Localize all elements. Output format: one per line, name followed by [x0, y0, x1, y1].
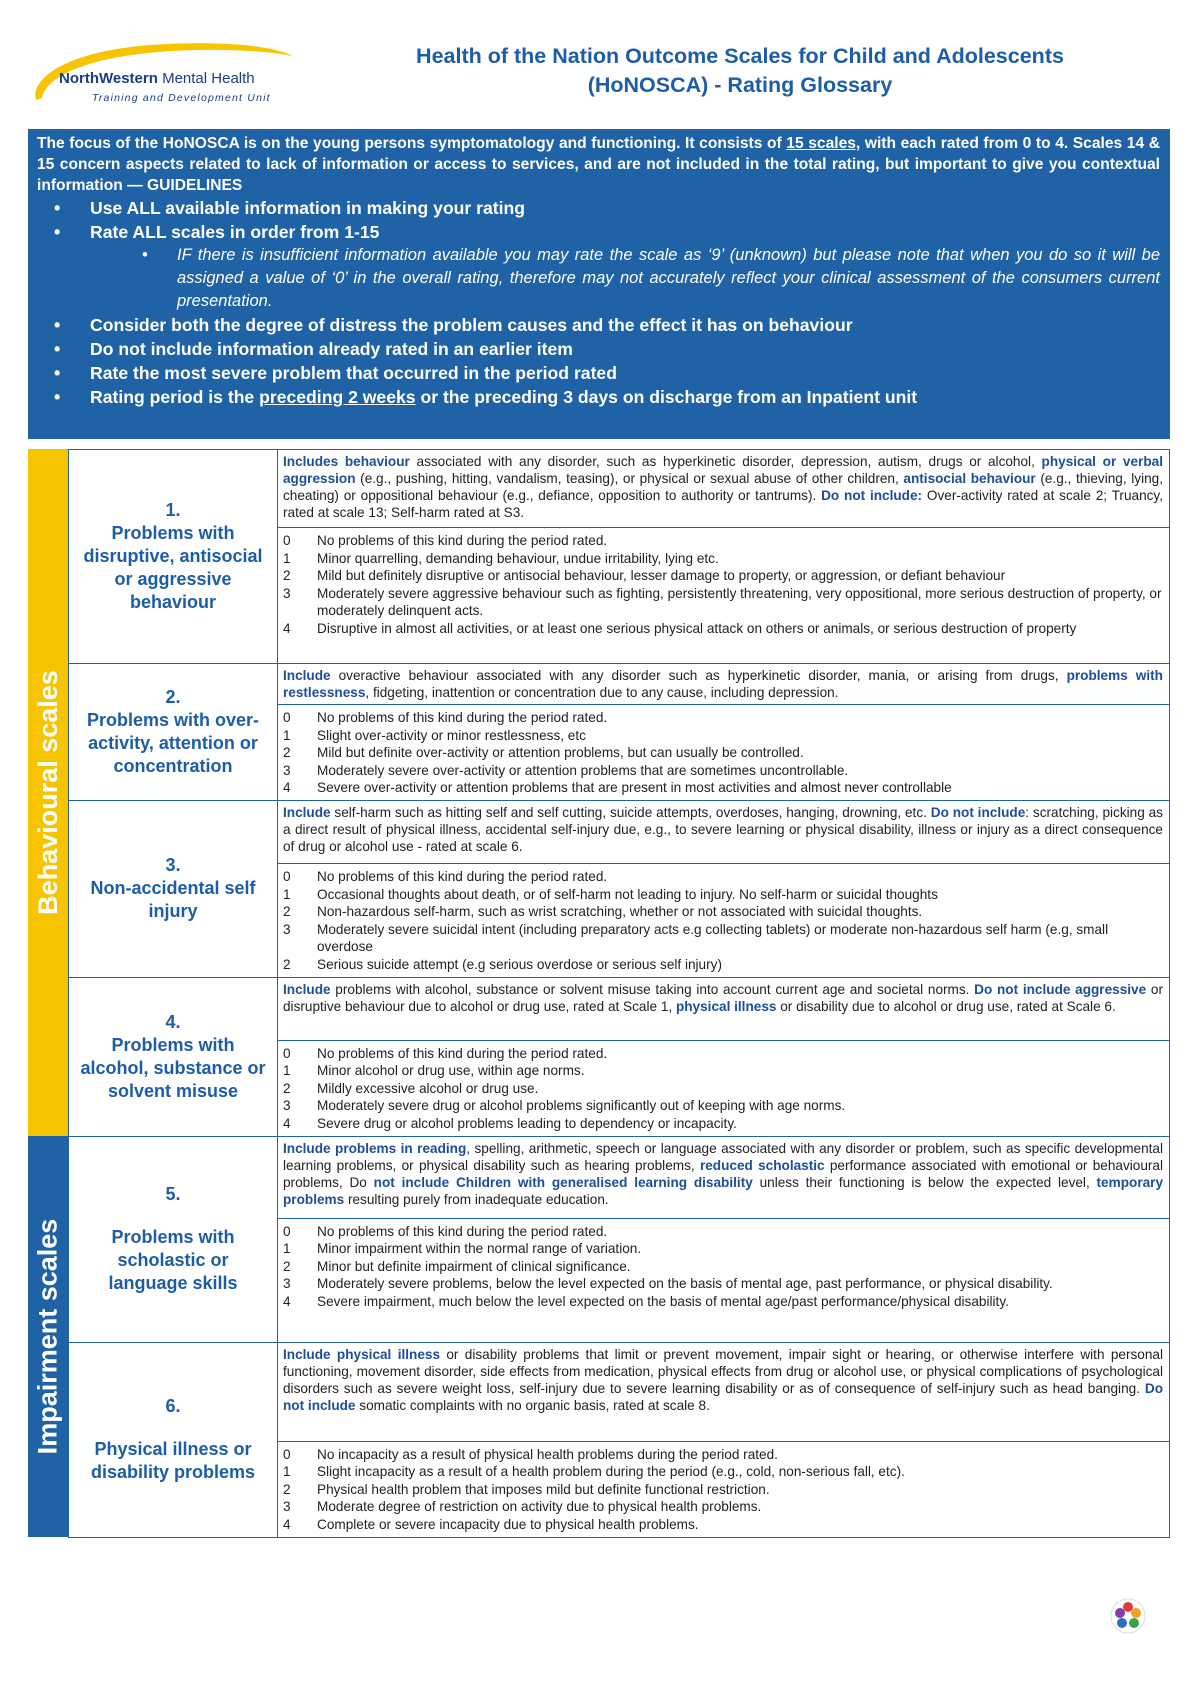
scale-include-text: Includes behaviour associated with any disorder, such as hyperkinetic disorder, depression, autism, drugs or alcohol, physical or verbal aggression (e.g., pushing, hitting, vandalism, teasing), or physical or sexual abuse of other children, antisocial behaviour (e.g., thieving, lying, cheating) or oppositional behaviour (e.g., defiance, opposition to authority or tantrums). Do not include: Over-activity rated at scale 2; Truancy, rated at scale 13; Self-harm rated at S3.: [278, 450, 1170, 528]
rating-item: [283, 762, 1163, 780]
scale-number: 1.: [165, 500, 181, 520]
intro-paragraph: The focus of the HoNOSCA is on the young persons symptomatology and functioning. It consists of 15 scales, with each rated from 0 to 4. Scales 14 & 15 concern aspects related to lack of information or access to services, and are not included in the total rating, but important to give you contextual information — GUIDELINES: [37, 135, 1160, 194]
rating-item: [283, 1463, 1163, 1481]
scale-number: 5.: [165, 1184, 181, 1204]
scale-number: 3.: [165, 855, 181, 876]
rating-text: Mild but definitely disruptive or antisocial behaviour, lesser damage to property, or aggression, or defiant behaviour: [317, 568, 1006, 584]
rating-text: Severe drug or alcohol problems leading to dependency or incapacity.: [317, 1115, 737, 1131]
guideline-bullet: • Rate ALL scales in order from 1-15: [37, 220, 1160, 244]
rating-number: 3: [283, 1098, 291, 1114]
rating-text: No problems of this kind during the period rated.: [317, 710, 608, 725]
rating-number: 2: [283, 956, 291, 972]
rating-item: [283, 585, 1163, 620]
rating-item: [283, 1516, 1163, 1534]
rating-item: [283, 886, 1163, 904]
scale-ratings: [278, 1218, 1170, 1342]
title-line-2: (HoNOSCA) - Rating Glossary: [587, 73, 893, 97]
rating-number: 4: [283, 780, 291, 796]
scale-ratings: [278, 705, 1170, 801]
page-title: [340, 42, 1140, 100]
rating-text: Mild but definite over-activity or attention problems, but can usually be controlled.: [317, 745, 804, 761]
guideline-bullet-rating-period: • Rating period is the preceding 2 weeks or the preceding 3 days on discharge from an Inpatient unit: [37, 385, 1160, 409]
rating-item: [283, 868, 1163, 886]
rating-number: 0: [283, 1223, 291, 1239]
rating-text: Minor but definite impairment of clinical significance.: [317, 1258, 631, 1274]
rating-item: [283, 779, 1163, 797]
rating-item: [283, 1062, 1163, 1080]
rating-text: No problems of this kind during the period rated.: [317, 1223, 608, 1239]
footer-logo-icon: [1108, 1596, 1148, 1636]
rating-item: [283, 727, 1163, 745]
rating-item: [283, 1097, 1163, 1115]
rating-text: Moderately severe suicidal intent (including preparatory acts e.g collecting tablets) or moderate non-hazardous self harm (e.g, small overdose: [317, 921, 1109, 955]
rating-item: [283, 1115, 1163, 1133]
scale-include-text: Include problems in reading, spelling, arithmetic, speech or language associated with any disorder or problem, such as specific developmental learning problems, or physical disability such as hearing problems, reduced scholastic performance associated with emotional or behavioural problems, Do not include Children with generalised learning disability unless their functioning is below the expected level, temporary problems resulting purely from inadequate education.: [278, 1136, 1170, 1218]
guideline-sub-bullet: • IF there is insufficient information available you may rate the scale as ‘9’ (unknown) but please note that when you do so it will be assigned a value of ‘0’ in the overall rating, therefore may not accurately reflect your clinical assessment of the consumers current presentation.: [37, 244, 1160, 313]
scale-name: Problems with scholastic or language skills: [108, 1227, 238, 1293]
rating-number: 2: [283, 904, 291, 920]
scale-row: [69, 800, 1170, 863]
logo-subtitle: Training and Development Unit: [92, 92, 271, 104]
guideline-bullet: • Rate the most severe problem that occurred in the period rated: [37, 361, 1160, 385]
rating-item: [283, 1240, 1163, 1258]
rating-text: Minor alcohol or drug use, within age norms.: [317, 1063, 585, 1079]
logo-name-bold: NorthWestern: [59, 70, 158, 87]
rating-number: 1: [283, 1241, 291, 1257]
rating-item: [283, 1080, 1163, 1098]
intro-underlined: 15 scales,: [786, 135, 861, 152]
scale-name-cell: [69, 800, 278, 977]
scale-row: [69, 977, 1170, 1040]
rating-number: 3: [283, 1276, 291, 1292]
rating-text: Non-hazardous self-harm, such as wrist scratching, whether or not associated with suicidal thoughts.: [317, 904, 923, 920]
rating-number: 2: [283, 745, 291, 761]
rating-text: Minor quarrelling, demanding behaviour, undue irritability, lying etc.: [317, 550, 719, 566]
scale-include-text: Include self-harm such as hitting self and self cutting, suicide attempts, overdoses, hanging, drowning, etc. Do not include: scratching, picking as a direct result of physical illness, accidental self-injury due, e.g., to severe learning or physical disability, illness or injury as a direct consequence of drug or alcohol use - rated at scale 6.: [278, 800, 1170, 863]
scale-include-text: Include problems with alcohol, substance or solvent misuse taking into account current age and societal norms. Do not include aggressive or disruptive behaviour due to alcohol or drug use, rated at Scale 1, physical illness or disability due to alcohol or drug use, rated at Scale 6.: [278, 977, 1170, 1040]
rating-item: [283, 532, 1163, 550]
rating-item: [283, 1045, 1163, 1063]
rating-item: [283, 1446, 1163, 1464]
rating-item: [283, 620, 1163, 638]
impairment-scales-band: [28, 1136, 68, 1537]
behavioural-scales-band: [28, 449, 68, 1136]
rating-number: 4: [283, 1516, 291, 1532]
scale-row: [69, 1136, 1170, 1218]
scale-number: 6.: [165, 1396, 181, 1416]
scale-row: [69, 1342, 1170, 1441]
northwestern-logo: [28, 38, 328, 118]
scale-number: 4.: [165, 1011, 181, 1032]
rating-text: Physical health problem that imposes mild but definite functional restriction.: [317, 1481, 770, 1497]
rating-number: 0: [283, 710, 291, 725]
rating-text: Moderately severe over-activity or attention problems that are sometimes uncontrollable.: [317, 762, 849, 778]
rating-number: 0: [283, 868, 291, 884]
rating-number: 3: [283, 1499, 291, 1515]
rating-number: 3: [283, 762, 291, 778]
scale-name-cell: [69, 1342, 278, 1537]
scale-number: 2.: [165, 686, 181, 707]
rating-item: [283, 744, 1163, 762]
rating-text: Slight over-activity or minor restlessness, etc: [317, 727, 586, 743]
rating-item: [283, 1481, 1163, 1499]
scale-name: Problems with alcohol, substance or solvent misuse: [80, 1034, 266, 1101]
rating-item: [283, 1275, 1163, 1293]
scale-name-cell: [69, 664, 278, 801]
scale-include-text: Include overactive behaviour associated with any disorder such as hyperkinetic disorder, mania, or arising from drugs, problems with restlessness, fidgeting, inattention or concentration due to any cause, including depression.: [278, 664, 1170, 705]
scale-name-cell: [69, 1136, 278, 1342]
rating-number: 2: [283, 1258, 291, 1274]
rating-number: 1: [283, 550, 291, 566]
rating-item: [283, 567, 1163, 585]
guideline-bullet: • Consider both the degree of distress the problem causes and the effect it has on behaviour: [37, 313, 1160, 337]
rating-number: 4: [283, 620, 291, 636]
scale-name: Non-accidental self injury: [90, 878, 256, 922]
rating-item: [283, 709, 1163, 727]
rating-text: No problems of this kind during the period rated.: [317, 1045, 608, 1061]
scale-name: Physical illness or disability problems: [90, 1439, 256, 1482]
rating-number: 1: [283, 1464, 291, 1480]
impairment-scales-label: Impairment scales: [32, 1218, 63, 1455]
logo-name-rest: Mental Health: [157, 70, 255, 87]
rating-number: 0: [283, 1446, 291, 1462]
rating-text: Disruptive in almost all activities, or at least one serious physical attack on others or animals, or serious destruction of property: [317, 620, 1077, 636]
rating-number: 3: [283, 585, 291, 601]
rating-text: Moderate degree of restriction on activity due to physical health problems.: [317, 1499, 762, 1515]
rating-number: 2: [283, 1481, 291, 1497]
page-header: [0, 0, 1200, 120]
scale-ratings: [278, 1441, 1170, 1537]
rating-text: Moderately severe drug or alcohol problems significantly out of keeping with age norms.: [317, 1098, 846, 1114]
scale-name: Problems with disruptive, antisocial or aggressive behaviour: [83, 523, 263, 612]
scale-row: [69, 450, 1170, 528]
rating-number: 4: [283, 1115, 291, 1131]
scale-name: Problems with over-activity, attention or concentration: [86, 709, 260, 776]
rating-item: [283, 1498, 1163, 1516]
scale-ratings: [278, 1040, 1170, 1136]
rating-number: 1: [283, 886, 291, 902]
scale-ratings: [278, 863, 1170, 977]
scale-name-cell: [69, 977, 278, 1136]
scale-name-cell: [69, 450, 278, 664]
rating-text: Severe over-activity or attention problems that are present in most activities and almost never controllable: [317, 780, 952, 796]
rating-item: [283, 550, 1163, 568]
scale-ratings: [278, 528, 1170, 664]
scales-table: [68, 449, 1170, 1538]
rating-number: 0: [283, 533, 291, 548]
rating-item: [283, 1293, 1163, 1311]
rating-text: Moderately severe problems, below the level expected on the basis of mental age, past performance, or physical disability.: [317, 1276, 1053, 1292]
rating-item: [283, 1258, 1163, 1276]
rating-text: Occasional thoughts about death, or of self-harm not leading to injury. No self-harm or suicidal thoughts: [317, 886, 938, 902]
rating-number: 2: [283, 1080, 291, 1096]
rating-number: 2: [283, 568, 291, 584]
rating-text: Minor impairment within the normal range of variation.: [317, 1241, 642, 1257]
rating-item: [283, 921, 1163, 956]
rating-number: 1: [283, 727, 291, 743]
rating-number: 4: [283, 1293, 291, 1309]
rating-text: Moderately severe aggressive behaviour such as fighting, persistently threatening, very oppositional, more serious destruction of property, or moderately delinquent acts.: [317, 585, 1162, 619]
rating-text: Severe impairment, much below the level expected on the basis of mental age/past performance/physical disability.: [317, 1293, 1009, 1309]
rating-text: Mildly excessive alcohol or drug use.: [317, 1080, 539, 1096]
rating-number: 1: [283, 1063, 291, 1079]
rating-text: Complete or severe incapacity due to physical health problems.: [317, 1516, 699, 1532]
behavioural-scales-label: Behavioural scales: [32, 670, 63, 915]
rating-text: No problems of this kind during the period rated.: [317, 868, 608, 884]
title-line-1: Health of the Nation Outcome Scales for Child and Adolescents: [416, 44, 1064, 68]
rating-number: 0: [283, 1045, 291, 1061]
rating-number: 3: [283, 921, 291, 937]
guidelines-box: [28, 129, 1170, 439]
rating-item: [283, 1223, 1163, 1241]
rating-item: [283, 956, 1163, 974]
rating-text: Slight incapacity as a result of a health problem during the period (e.g., cold, non-serious fall, etc).: [317, 1464, 905, 1480]
rating-text: No incapacity as a result of physical health problems during the period rated.: [317, 1446, 778, 1462]
rating-text: No problems of this kind during the period rated.: [317, 533, 608, 548]
rating-text: Serious suicide attempt (e.g serious overdose or serious self injury): [317, 956, 722, 972]
rating-item: [283, 903, 1163, 921]
scale-row: [69, 664, 1170, 705]
scale-include-text: Include physical illness or disability problems that limit or prevent movement, impair sight or hearing, or otherwise interfere with personal functioning, movement disorder, side effects from medication, physical effects from drug or alcohol use, or physical complications of psychological disorders such as severe weight loss, self-injury due to severe learning disability or as of consequence of self-injury such as head banging. Do not include somatic complaints with no organic basis, rated at scale 8.: [278, 1342, 1170, 1441]
guideline-bullet: • Use ALL available information in making your rating: [37, 196, 1160, 220]
guideline-bullet: • Do not include information already rated in an earlier item: [37, 337, 1160, 361]
